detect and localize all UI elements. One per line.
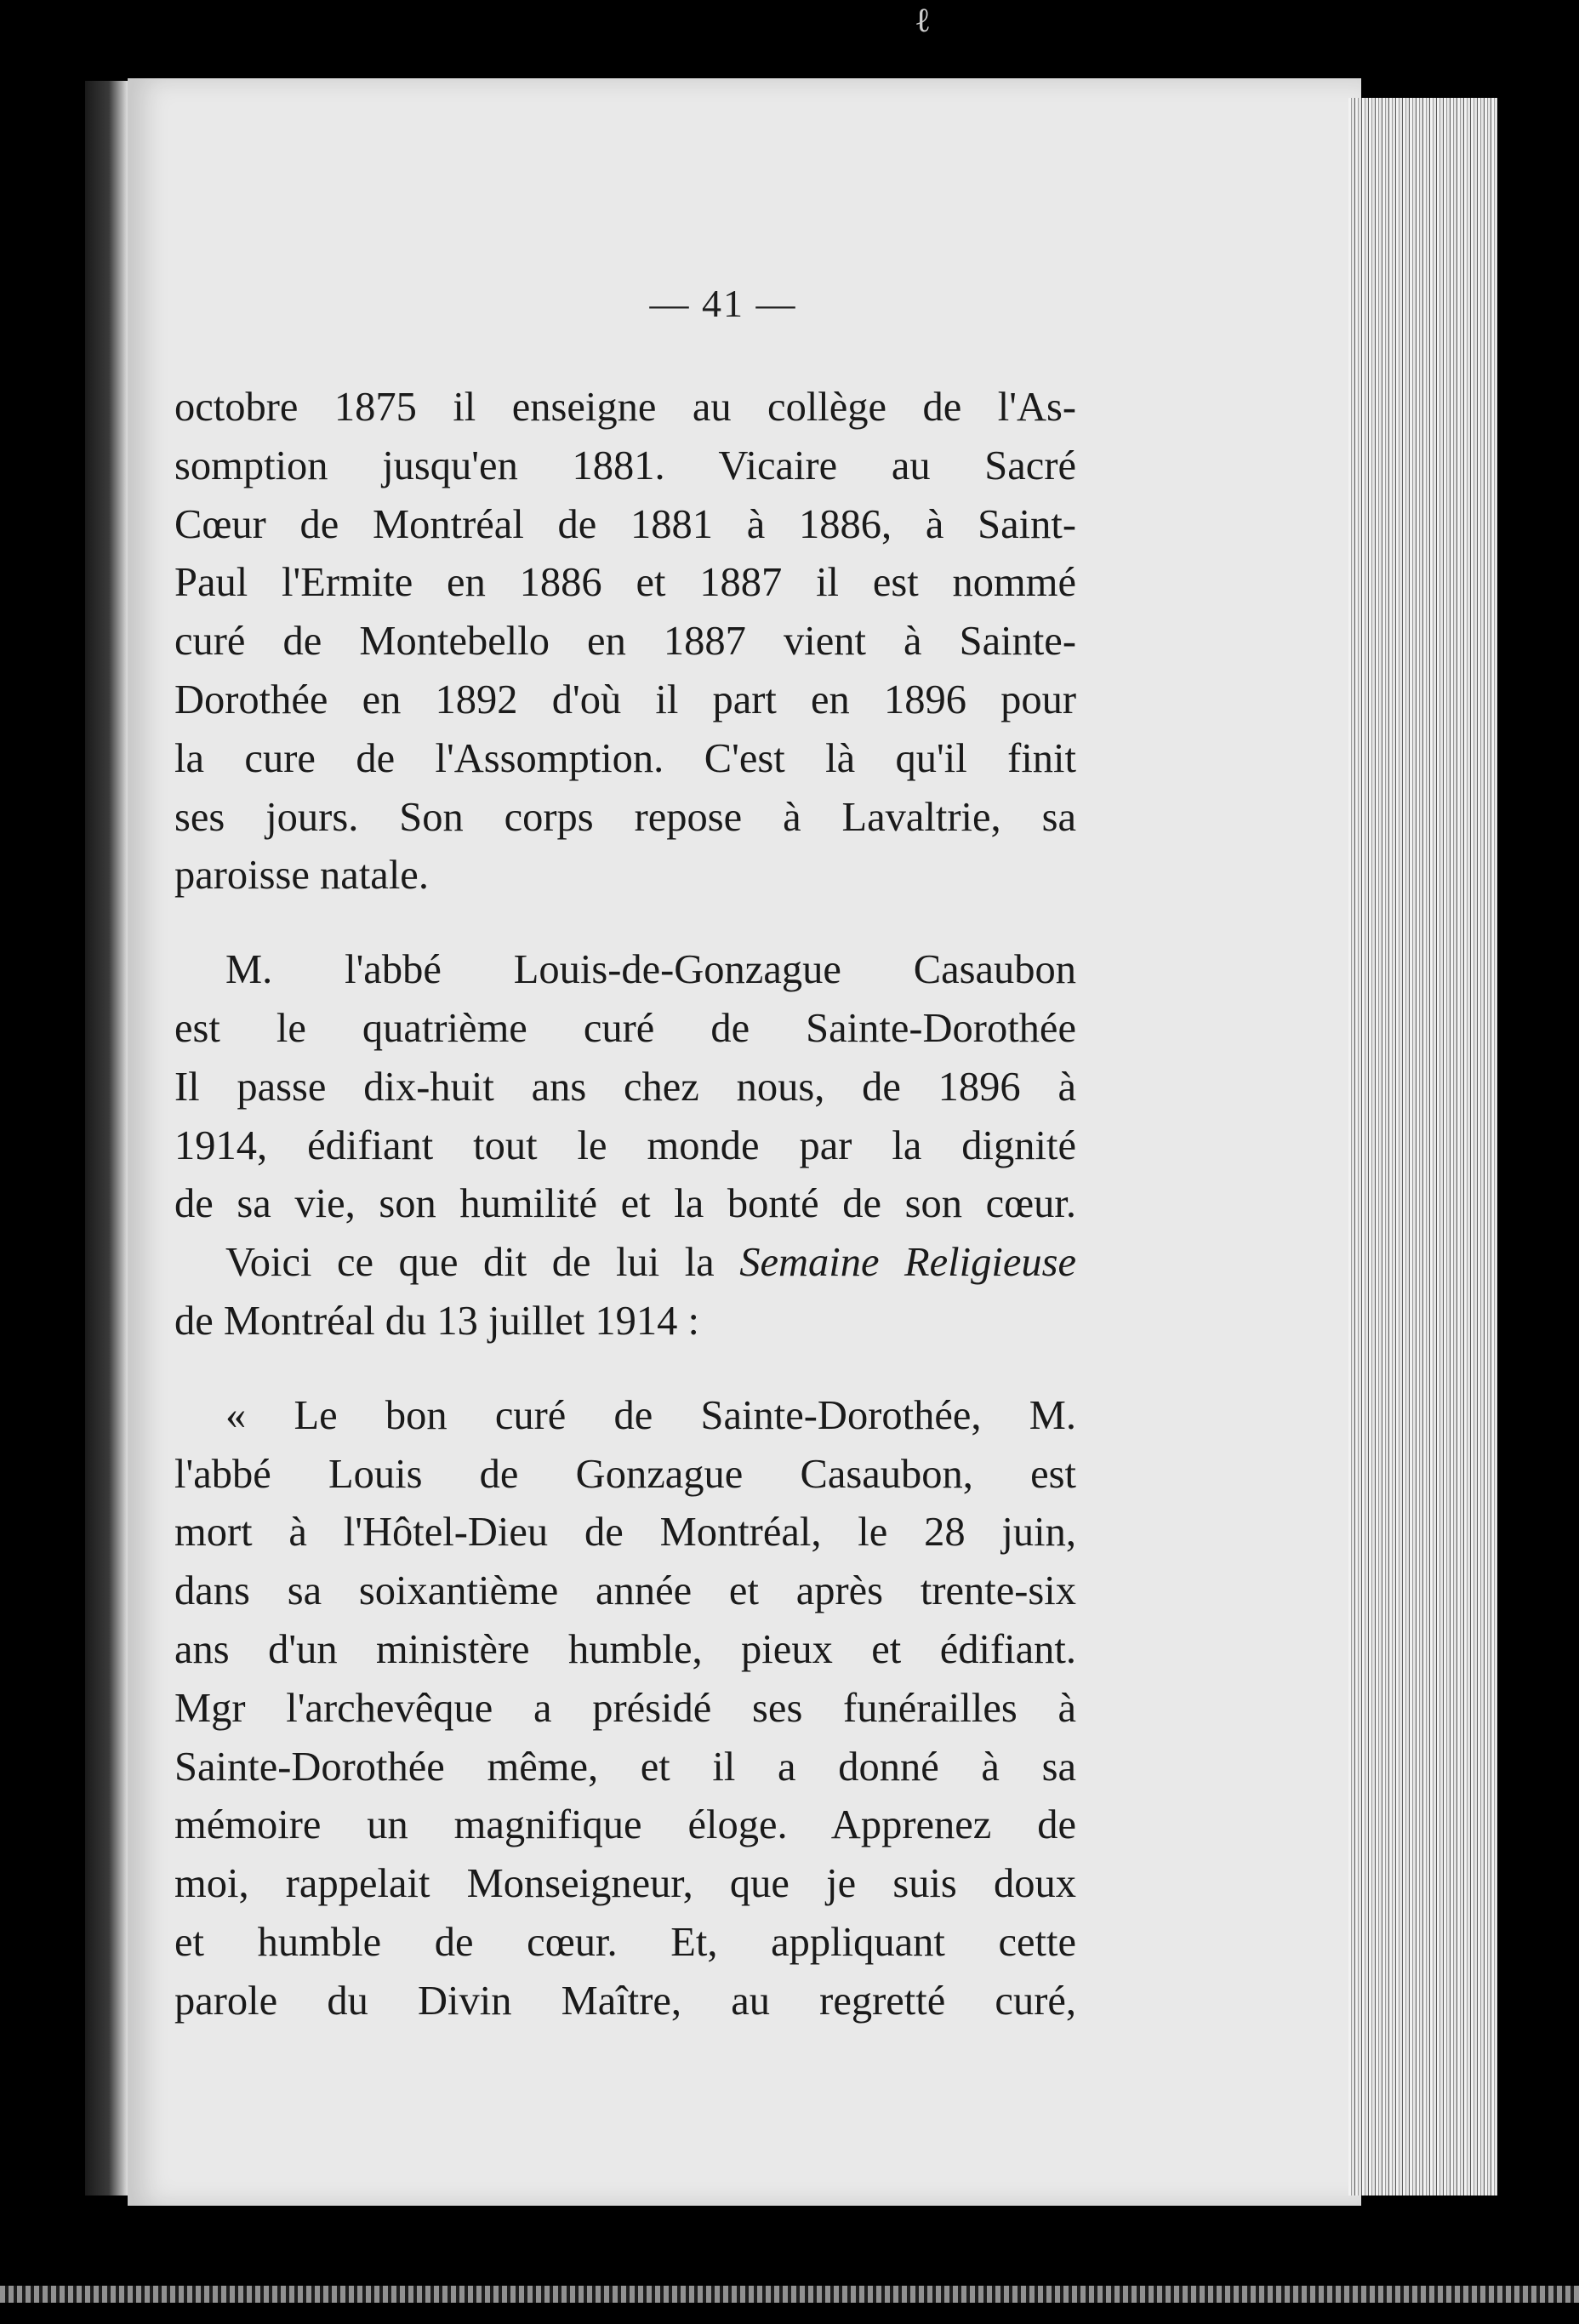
text-line: ses jours. Son corps repose à Lavaltrie, sa — [174, 794, 1076, 840]
text-line: Cœur de Montréal de 1881 à 1886, à Saint- — [174, 501, 1076, 547]
text-line: est le quatrième curé de Sainte-Dorothée — [174, 1005, 1076, 1051]
paragraph-gap — [174, 1351, 1076, 1387]
text-line: la cure de l'Assomption. C'est là qu'il finit — [174, 735, 1076, 781]
text-line: 1914, édifiant tout le monde par la dignité — [174, 1122, 1076, 1168]
text-line: ans d'un ministère humble, pieux et édifiant. — [174, 1626, 1076, 1672]
paragraph-4-quote — [174, 1387, 1076, 2031]
text-line: et humble de cœur. Et, appliquant cette — [174, 1919, 1076, 1965]
paragraph-2 — [174, 941, 1076, 1234]
paragraph-gap — [174, 905, 1076, 941]
text-line: l'abbé Louis de Gonzague Casaubon, est — [174, 1451, 1076, 1497]
film-strip-border — [0, 2286, 1579, 2303]
text-line: parole du Divin Maître, au regretté curé, — [174, 1978, 1076, 2024]
text-line: Dorothée en 1892 d'où il part en 1896 pour — [174, 677, 1076, 722]
page-stack-edges — [1348, 98, 1497, 2196]
page-number: — 41 — — [649, 282, 797, 325]
text-line: « Le bon curé de Sainte-Dorothée, M. — [225, 1392, 1076, 1438]
text-line — [174, 1234, 1076, 1293]
paragraph-1 — [174, 379, 1076, 905]
text-line: M. l'abbé Louis-de-Gonzague Casaubon — [225, 947, 1076, 993]
page-text — [174, 379, 1076, 2031]
text-line: mémoire un magnifique éloge. Apprenez de — [174, 1802, 1076, 1848]
text-line: dans sa soixantième année et après trente-six — [174, 1568, 1076, 1614]
journal-title: Semaine Religieuse — [739, 1240, 1077, 1286]
text-line: Il passe dix-huit ans chez nous, de 1896 à — [174, 1064, 1076, 1110]
text-line: mort à l'Hôtel-Dieu de Montréal, le 28 juin, — [174, 1510, 1076, 1556]
text-line: somption jusqu'en 1881. Vicaire au Sacré — [174, 443, 1076, 488]
top-margin-mark: ℓ — [915, 1, 932, 40]
text-line: curé de Montebello en 1887 vient à Sainte- — [174, 619, 1076, 665]
text-line: Paul l'Ermite en 1886 et 1887 il est nommé — [174, 560, 1076, 606]
text-line: de Montréal du 13 juillet 1914 : — [174, 1298, 699, 1344]
text-run: Voici ce que dit de lui la — [225, 1240, 740, 1286]
text-line: octobre 1875 il enseigne au collège de l'As- — [174, 385, 1076, 430]
text-line: moi, rappelait Monseigneur, que je suis doux — [174, 1861, 1076, 1907]
paragraph-3 — [174, 1234, 1076, 1351]
text-line: Mgr l'archevêque a présidé ses funérailles à — [174, 1685, 1076, 1731]
text-line: paroisse natale. — [174, 853, 429, 899]
text-line: de sa vie, son humilité et la bonté de son cœur. — [174, 1181, 1076, 1227]
text-line: Sainte-Dorothée même, et il a donné à sa — [174, 1744, 1076, 1790]
